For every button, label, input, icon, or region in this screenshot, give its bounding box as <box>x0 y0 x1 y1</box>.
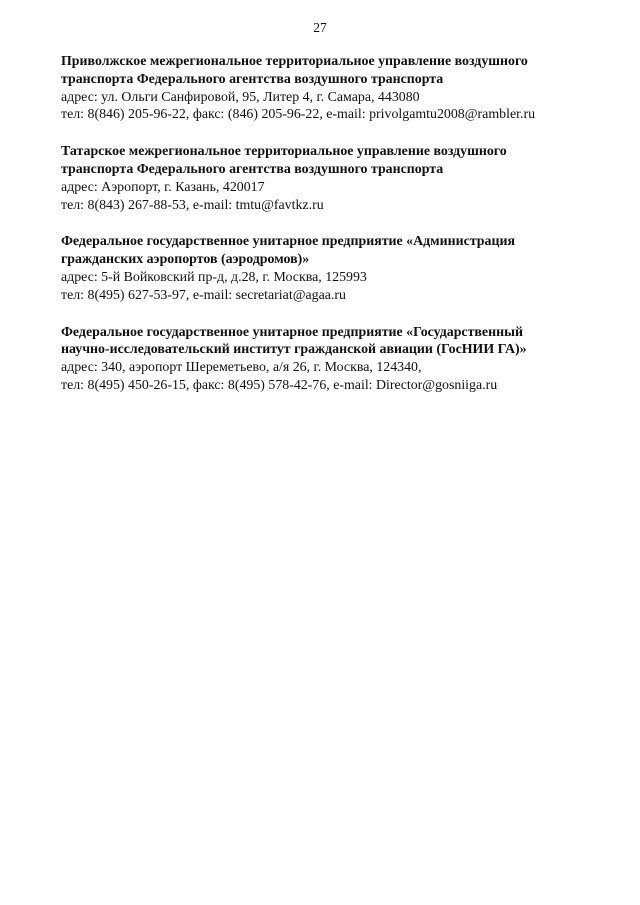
organization-address: адрес: Аэропорт, г. Казань, 420017 <box>61 179 265 195</box>
organization-entry <box>61 53 621 124</box>
organization-contacts: тел: 8(495) 627-53-97, e-mail: secretariat@agaa.ru <box>61 287 346 303</box>
organization-contacts: тел: 8(495) 450-26-15, факс: 8(495) 578-42-76, e-mail: Director@gosniiga.ru <box>61 377 498 393</box>
organization-title-line: Федеральное государственное унитарное предприятие «Администрация <box>61 234 516 250</box>
organization-title-line: транспорта Федерального агентства воздушного транспорта <box>61 71 444 87</box>
organization-address: адрес: 5-й Войковский пр-д, д.28, г. Москва, 125993 <box>61 269 367 285</box>
organization-list <box>61 53 621 395</box>
organization-contacts: тел: 8(843) 267-88-53, e-mail: tmtu@favtkz.ru <box>61 197 324 213</box>
organization-address: адрес: ул. Ольги Санфировой, 95, Литер 4, г. Самара, 443080 <box>61 89 420 105</box>
organization-title-line: гражданских аэропортов (аэродромов)» <box>61 252 310 268</box>
organization-address: адрес: 340, аэропорт Шереметьево, а/я 26, г. Москва, 124340, <box>61 360 422 376</box>
organization-title-line: Приволжское межрегиональное территориальное управление воздушного <box>61 54 528 69</box>
organization-entry <box>61 233 621 304</box>
organization-entry <box>61 143 621 214</box>
organization-contacts: тел: 8(846) 205-96-22, факс: (846) 205-96-22, e-mail: privolgamtu2008@rambler.ru <box>61 107 536 123</box>
organization-title-line: Федеральное государственное унитарное предприятие «Государственный <box>61 324 523 340</box>
organization-entry <box>61 324 621 395</box>
page-number: 27 <box>313 20 327 35</box>
organization-title-line: Татарское межрегиональное территориальное управление воздушного <box>61 144 507 160</box>
organization-title-line: транспорта Федерального агентства воздушного транспорта <box>61 161 444 177</box>
organization-title-line: научно-исследовательский институт гражданской авиации (ГосНИИ ГА)» <box>61 342 527 358</box>
